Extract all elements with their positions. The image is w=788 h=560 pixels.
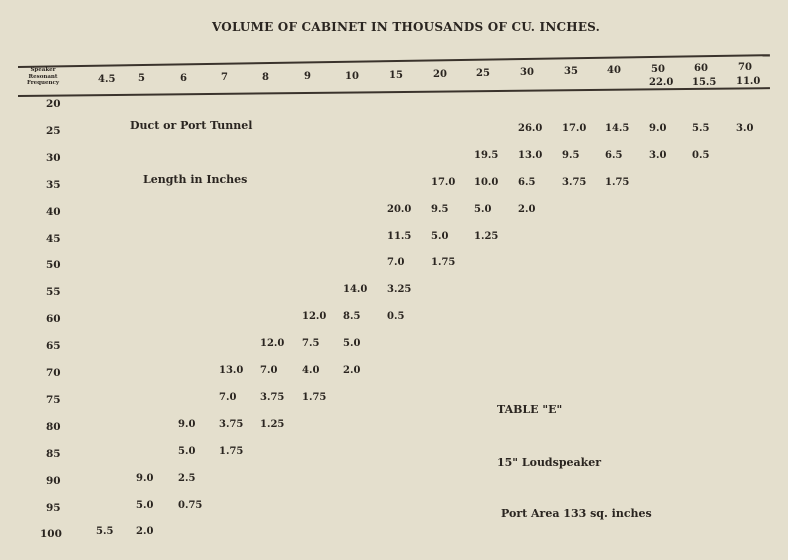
volume-header: 20 <box>433 69 447 80</box>
table-cell: 5.5 <box>692 122 710 134</box>
volume-header: 9 <box>304 71 311 82</box>
table-cell: 0.75 <box>178 499 203 511</box>
table-cell: 11.5 <box>387 230 412 242</box>
table-cell: 5.0 <box>178 445 196 457</box>
table-cell: 2.0 <box>136 526 154 538</box>
table-cell: 7.0 <box>260 365 278 376</box>
table-title: VOLUME OF CABINET IN THOUSANDS OF CU. INCHES. <box>212 20 600 34</box>
volume-header: 35 <box>564 66 578 77</box>
frequency-label: 55 <box>46 286 61 299</box>
table-cell: 6.5 <box>518 176 536 188</box>
table-cell: 1.25 <box>260 418 285 430</box>
table-cell: 2.5 <box>178 472 196 484</box>
table-cell: 22.0 <box>649 77 674 88</box>
volume-header: 5 <box>138 73 145 84</box>
table-cell: 3.75 <box>562 176 587 188</box>
table-cell: 15.5 <box>692 76 717 88</box>
frequency-label: 30 <box>46 151 61 164</box>
table-cell: 9.5 <box>562 149 580 161</box>
volume-header: 25 <box>476 68 490 79</box>
table-cell: 2.0 <box>343 365 361 376</box>
table-cell: 0.5 <box>387 311 405 323</box>
frequency-label: 75 <box>46 393 61 406</box>
table-cell: 3.75 <box>219 418 244 430</box>
table-cell: 3.75 <box>260 391 285 403</box>
table-cell: 19.5 <box>474 149 499 161</box>
volume-header: 6 <box>180 73 187 84</box>
note-speaker: 15" Loudspeaker <box>497 456 602 469</box>
table-cell: 2.0 <box>518 203 536 215</box>
table-cell: 1.75 <box>219 445 244 457</box>
table-cell: 0.5 <box>692 149 710 161</box>
table-cell: 5.5 <box>96 526 114 538</box>
table-cell: 14.5 <box>605 122 630 134</box>
frequency-label: 70 <box>46 367 61 379</box>
table-cell: 1.75 <box>431 257 456 269</box>
frequency-label: 65 <box>46 340 61 353</box>
table-cell: 1.75 <box>302 391 327 403</box>
table-cell: 8.5 <box>343 311 361 323</box>
frequency-label: 45 <box>46 232 61 245</box>
row-header: Speaker Resonant Frequency <box>26 67 60 86</box>
volume-header: 60 <box>694 63 708 74</box>
table-cell: 1.75 <box>605 176 630 188</box>
table-cell: 12.0 <box>302 311 327 323</box>
note-duct: Duct or Port Tunnel <box>130 119 253 132</box>
table-cell: 12.0 <box>260 338 285 350</box>
table-cell: 13.0 <box>219 365 244 376</box>
volume-header: 4.5 <box>98 74 116 85</box>
table-cell: 5.0 <box>136 499 154 511</box>
table-cell: 3.0 <box>736 122 754 134</box>
table-cell: 10.0 <box>474 176 499 188</box>
table-cell: 5.0 <box>474 203 492 215</box>
note-table: TABLE "E" <box>497 403 563 416</box>
frequency-label: 60 <box>46 313 61 326</box>
table-cell: 17.0 <box>562 122 587 134</box>
table-cell: 7.0 <box>219 391 237 403</box>
note-length: Length in Inches <box>143 173 248 186</box>
table-cell: 7.5 <box>302 338 320 350</box>
table-cell: 9.5 <box>431 203 449 215</box>
table-cell: 9.0 <box>649 122 667 134</box>
table-cell: 9.0 <box>178 418 196 430</box>
table-cell: 3.25 <box>387 284 412 296</box>
header-bottom-rule <box>18 87 770 97</box>
table-cell: 5.0 <box>343 338 361 350</box>
table-cell: 4.0 <box>302 365 320 376</box>
frequency-label: 100 <box>40 528 62 541</box>
frequency-label: 35 <box>46 178 61 191</box>
table-cell: 14.0 <box>343 284 368 296</box>
table-cell: 17.0 <box>431 176 456 188</box>
frequency-label: 20 <box>46 98 61 110</box>
volume-header: 15 <box>389 70 403 81</box>
table-cell: 11.0 <box>736 76 761 88</box>
table-cell: 20.0 <box>387 203 412 215</box>
table-cell: 13.0 <box>518 149 543 161</box>
frequency-label: 80 <box>46 420 61 433</box>
table-cell: 6.5 <box>605 149 623 161</box>
table-cell: 1.25 <box>474 230 499 242</box>
frequency-label: 25 <box>46 124 61 137</box>
table-cell: 5.0 <box>431 230 449 242</box>
frequency-label: 90 <box>46 474 61 487</box>
volume-header: 40 <box>607 65 621 76</box>
table-cell: 7.0 <box>387 257 405 269</box>
table-cell: 26.0 <box>518 122 543 134</box>
table-cell: 9.0 <box>136 472 154 484</box>
volume-header: 8 <box>262 72 269 83</box>
table-cell: 3.0 <box>649 149 667 161</box>
volume-header: 7 <box>221 72 228 83</box>
volume-header: 50 <box>651 64 665 75</box>
frequency-label: 40 <box>46 205 61 218</box>
note-port-area: Port Area 133 sq. inches <box>501 507 652 520</box>
volume-header: 30 <box>520 67 534 78</box>
volume-header: 70 <box>738 62 752 73</box>
volume-header: 10 <box>345 71 359 82</box>
frequency-label: 50 <box>46 259 61 272</box>
frequency-label: 85 <box>46 447 61 460</box>
frequency-label: 95 <box>46 501 61 514</box>
